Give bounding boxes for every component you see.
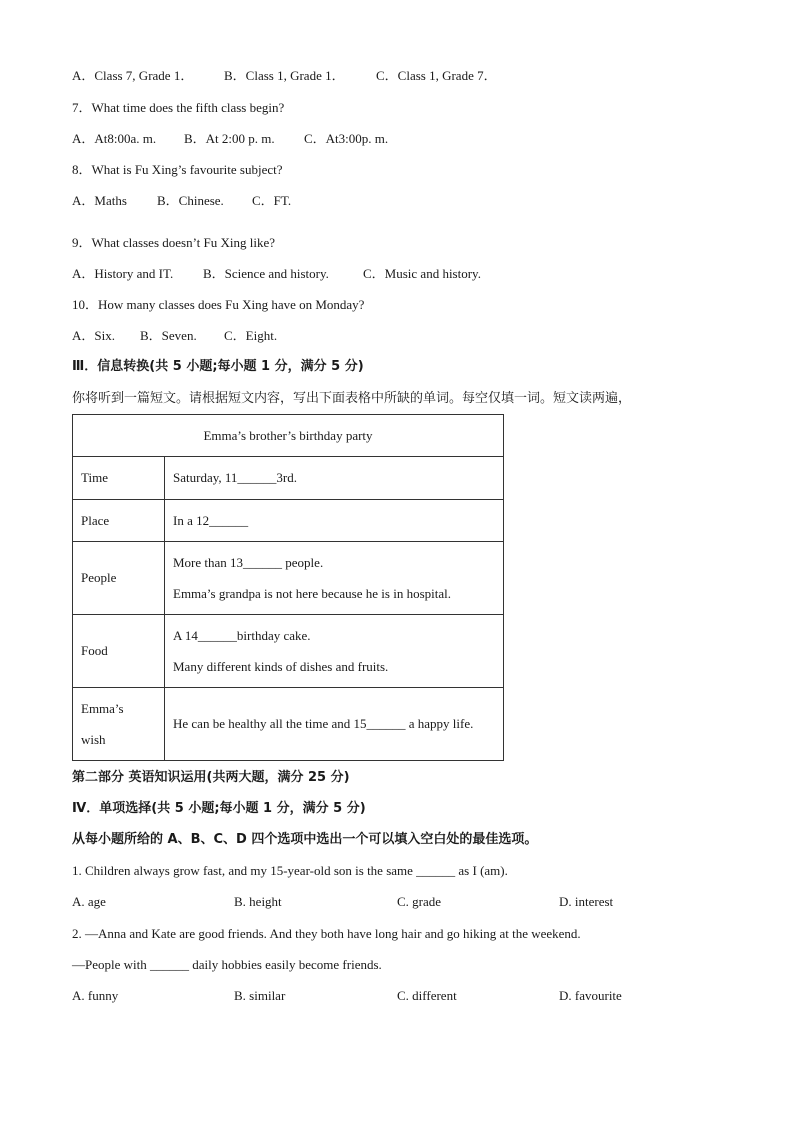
row-value-food xyxy=(165,615,504,688)
wish-label-line-1: Emma’s xyxy=(81,701,124,716)
q9-option-c: C．Music and history. xyxy=(363,266,481,281)
table-row xyxy=(73,500,504,542)
row-label-place: Place xyxy=(73,500,165,542)
q8-option-a: A．Maths xyxy=(72,193,127,208)
people-line-2: Emma’s grandpa is not here because he is in hospital. xyxy=(173,586,451,601)
table-title-row xyxy=(73,415,504,457)
section4-heading: Ⅳ．单项选择(共 5 小题;每小题 1 分，满分 5 分) xyxy=(72,801,366,816)
part2-heading: 第二部分 英语知识运用(共两大题，满分 25 分) xyxy=(72,770,350,785)
s4-q1-option-c: C. grade xyxy=(397,894,442,909)
row-label-food: Food xyxy=(73,615,165,688)
q7-options xyxy=(72,131,388,147)
q10-question: 10．How many classes does Fu Xing have on Monday? xyxy=(72,297,365,312)
table-row xyxy=(73,457,504,500)
q10-option-b: B．Seven. xyxy=(140,328,197,343)
s4-q2-line-2: —People with ______ daily hobbies easily become friends. xyxy=(72,957,382,972)
table-row xyxy=(73,542,504,615)
q7-option-b: B．At 2:00 p. m. xyxy=(184,131,275,146)
row-value-place: In a 12______ xyxy=(165,500,504,542)
q6-option-b: B．Class 1, Grade 1． xyxy=(224,68,345,83)
q7-option-a: A．At8:00a. m. xyxy=(72,131,157,146)
q9-options xyxy=(72,266,481,282)
s4-q2-line-1: 2. —Anna and Kate are good friends. And they both have long hair and go hiking at the weekend. xyxy=(72,926,581,941)
q9-question: 9．What classes doesn’t Fu Xing like? xyxy=(72,235,276,250)
q8-question: 8．What is Fu Xing’s favourite subject? xyxy=(72,162,283,177)
row-label-wish xyxy=(73,688,165,761)
table-title: Emma’s brother’s birthday party xyxy=(73,415,504,457)
s4-q1-option-d: D. interest xyxy=(559,894,614,909)
s4-q2-option-b: B. similar xyxy=(234,988,286,1003)
q6-option-c: C．Class 1, Grade 7． xyxy=(376,68,497,83)
section3-heading: Ⅲ．信息转换(共 5 小题;每小题 1 分，满分 5 分) xyxy=(72,359,364,374)
info-table xyxy=(72,414,504,761)
section4-instruction: 从每小题所给的 A、B、C、D 四个选项中选出一个可以填入空白处的最佳选项。 xyxy=(72,832,538,847)
q10-option-a: A．Six. xyxy=(72,328,115,343)
table-row xyxy=(73,615,504,688)
q9-option-a: A．History and IT. xyxy=(72,266,174,281)
q6-options xyxy=(72,68,497,84)
section3-instruction: 你将听到一篇短文。请根据短文内容，写出下面表格中所缺的单词。每空仅填一词。短文读两遍， xyxy=(72,391,632,406)
q8-option-b: B．Chinese. xyxy=(157,193,224,208)
table-row xyxy=(73,688,504,761)
row-value-people xyxy=(165,542,504,615)
food-line-1: A 14______birthday cake. xyxy=(173,628,311,643)
row-value-time: Saturday, 11______3rd. xyxy=(165,457,504,500)
s4-q2-option-c: C. different xyxy=(397,988,457,1003)
q10-options xyxy=(72,328,277,344)
row-label-time: Time xyxy=(73,457,165,500)
people-line-1: More than 13______ people. xyxy=(173,555,324,570)
s4-q1-question: 1. Children always grow fast, and my 15-year-old son is the same ______ as I (am). xyxy=(72,863,508,878)
q10-option-c: C．Eight. xyxy=(224,328,278,343)
wish-label-line-2: wish xyxy=(81,732,106,747)
q8-option-c: C．FT. xyxy=(252,193,292,208)
s4-q2-option-d: D. favourite xyxy=(559,988,622,1003)
food-line-2: Many different kinds of dishes and fruits. xyxy=(173,659,389,674)
row-value-wish: He can be healthy all the time and 15______ a happy life. xyxy=(165,688,504,761)
row-label-people: People xyxy=(73,542,165,615)
q6-option-a: A．Class 7, Grade 1． xyxy=(72,68,194,83)
q8-options xyxy=(72,193,291,209)
s4-q2-option-a: A. funny xyxy=(72,988,119,1003)
s4-q1-option-a: A. age xyxy=(72,894,106,909)
q9-option-b: B．Science and history. xyxy=(203,266,329,281)
s4-q1-option-b: B. height xyxy=(234,894,282,909)
q7-option-c: C．At3:00p. m. xyxy=(304,131,389,146)
q7-question: 7．What time does the fifth class begin? xyxy=(72,100,285,115)
